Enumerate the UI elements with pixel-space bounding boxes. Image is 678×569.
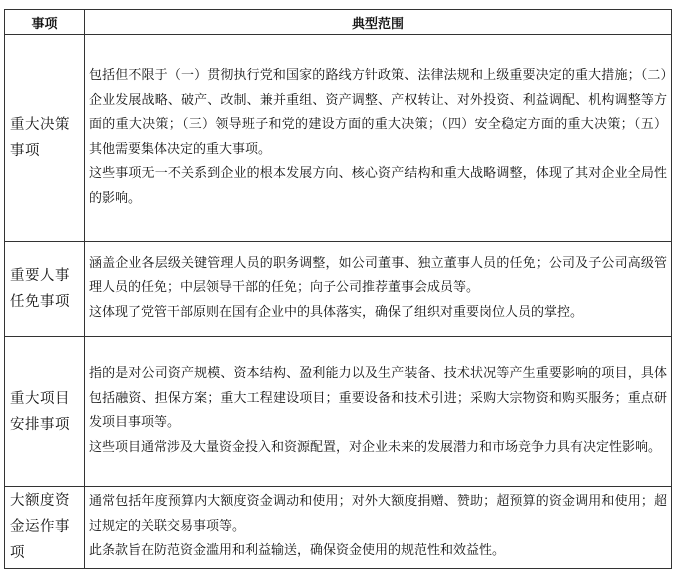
row-category: 大额度资金运作事项 xyxy=(5,487,85,569)
table-row xyxy=(5,487,672,569)
table-row xyxy=(5,35,672,242)
row-description xyxy=(85,337,672,487)
row-note-text: 这些项目通常涉及大量资金投入和资源配置，对企业未来的发展潜力和市场竞争力具有决定性影响。 xyxy=(89,439,662,455)
row-scope-text: 涵盖企业各层级关键管理人员的职务调整，如公司董事、独立董事人员的任免；公司及子公司高级管理人员的任免；中层领导干部的任免；向子公司推荐董事会成员等。 xyxy=(89,255,667,296)
row-note-text: 这体现了党管干部原则在国有企业中的具体落实，确保了组织对重要岗位人员的掌控。 xyxy=(89,304,584,320)
header-matter: 事项 xyxy=(5,10,85,35)
row-scope-text: 包括但不限于（一）贯彻执行党和国家的路线方针政策、法律法规和上级重要决定的重大措施；（二）企业发展战略、破产、改制、兼并重组、资产调整、产权转让、对外投资、利益调配、机构调整等方面的重大决策；（三）领导班子和党的建设方面的重大决策；（四）安全稳定方面的重大决策；（五）其他需要集体决定的重大事项。 xyxy=(89,68,667,157)
row-description xyxy=(85,487,672,569)
row-scope-text: 指的是对公司资产规模、资本结构、盈利能力以及生产装备、技术状况等产生重要影响的项目，具体包括融资、担保方案；重大工程建设项目；重要设备和技术引进；采购大宗物资和购买服务；重点研发项目事项等。 xyxy=(89,366,667,430)
row-note-text: 这些事项无一不关系到企业的根本发展方向、核心资产结构和重大战略调整，体现了其对企业全局性的影响。 xyxy=(89,166,667,206)
table-row xyxy=(5,337,672,487)
matters-table xyxy=(4,9,672,569)
header-typical-scope: 典型范围 xyxy=(85,10,672,35)
row-category: 重大项目安排事项 xyxy=(5,337,85,487)
row-scope-text: 通常包括年度预算内大额度资金调动和使用；对外大额度捐赠、赞助；超预算的资金调用和使用；超过规定的关联交易事项等。 xyxy=(89,494,667,534)
row-description xyxy=(85,35,672,242)
row-description xyxy=(85,242,672,337)
document-page xyxy=(4,9,671,569)
row-category: 重大决策事项 xyxy=(5,35,85,242)
table-header-row xyxy=(5,10,672,35)
row-category: 重要人事任免事项 xyxy=(5,242,85,337)
table-row xyxy=(5,242,672,337)
row-note-text: 此条款旨在防范资金滥用和利益输送，确保资金使用的规范性和效益性。 xyxy=(89,543,506,558)
